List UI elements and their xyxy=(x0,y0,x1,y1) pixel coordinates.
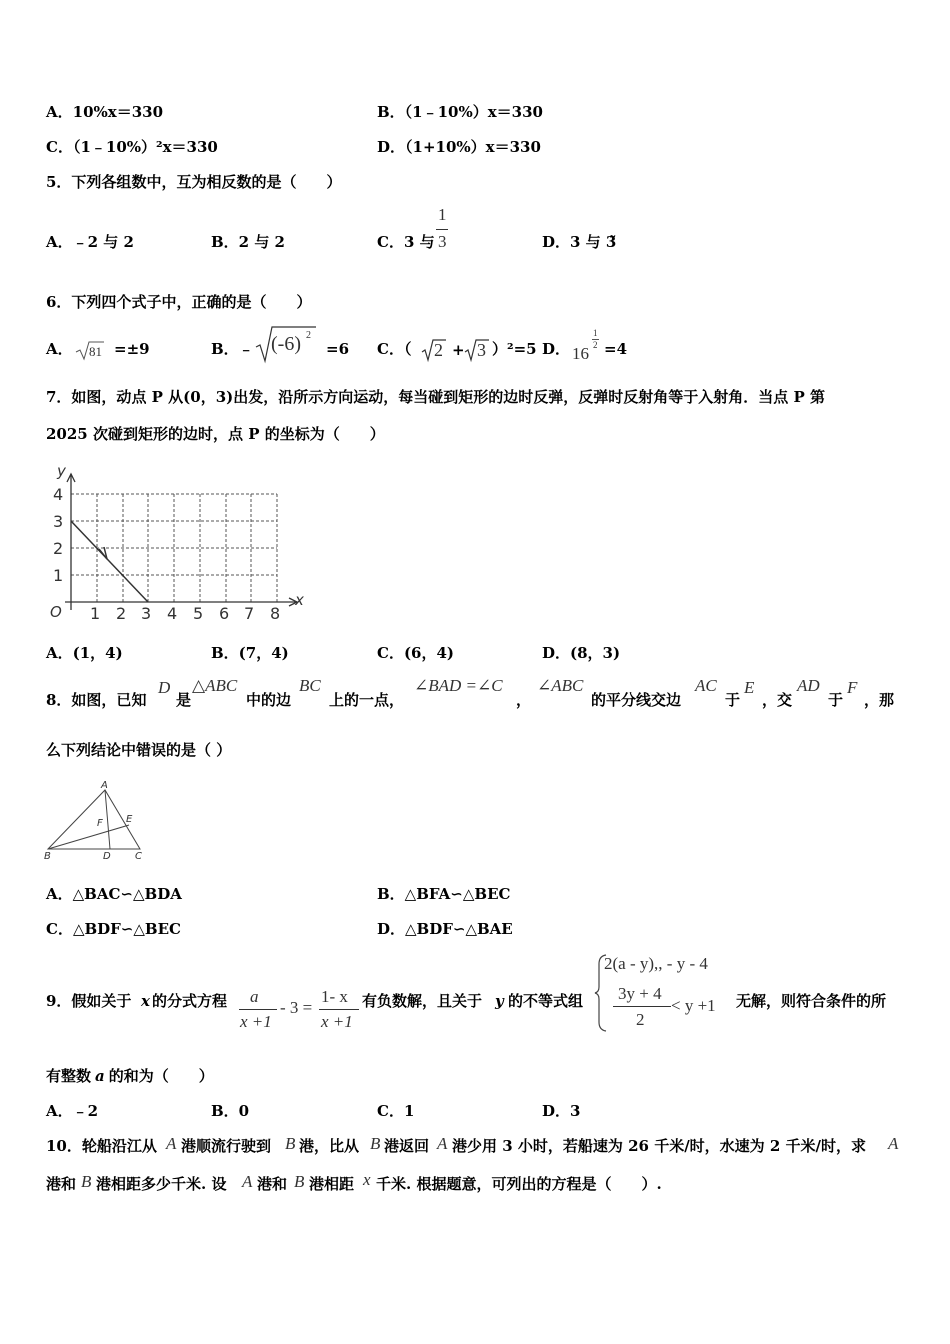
q9-option-a[interactable]: A．﹣2 xyxy=(46,1102,99,1120)
q9-frac1-numerator: a xyxy=(250,987,259,1006)
q9-frac1-bar xyxy=(239,1009,277,1010)
q10-var-b: B xyxy=(81,1172,92,1191)
q10-stem-part: 港相距 xyxy=(309,1175,355,1193)
q9-stem-part: 9．假如关于 xyxy=(46,992,132,1010)
q9-system-line1: 2(a - y),, - y - 4 xyxy=(604,954,708,973)
q6-option-c[interactable]: C．（ xyxy=(377,340,412,358)
q8-angle-abc: ∠ABC xyxy=(537,676,584,695)
q9-var-a: a xyxy=(95,1067,105,1085)
q4-option-c[interactable]: C．（1﹣10%）²x＝330 xyxy=(46,138,218,156)
q8-var-d: D xyxy=(158,678,171,697)
q7-x-tick: 4 xyxy=(167,604,178,623)
q9-frac1-denominator: x +1 xyxy=(240,1012,272,1031)
q6-d-base: 16 xyxy=(572,344,589,363)
q7-grid xyxy=(71,494,277,602)
q7-x-tick: 6 xyxy=(219,604,230,623)
q8-stem-part: 是 xyxy=(176,691,192,709)
q10-var-a: A xyxy=(242,1172,253,1191)
q9-frac2-bar xyxy=(319,1009,359,1010)
q7-x-tick: 8 xyxy=(270,604,281,623)
q9-stem-part: 有负数解，且关于 xyxy=(362,992,483,1010)
q6-stem: 6．下列四个式子中，正确的是（ ） xyxy=(46,293,312,311)
q6-a-radicand: 81 xyxy=(89,344,102,359)
q8-label-c: C xyxy=(135,851,142,862)
q7-path xyxy=(71,521,148,602)
q7-y-tick-labels xyxy=(53,485,63,585)
q9-frac2-denominator: x +1 xyxy=(321,1012,353,1031)
q10-var-a: A xyxy=(888,1134,899,1153)
q5-option-c[interactable]: C．3 与 xyxy=(377,233,435,251)
q7-option-b[interactable]: B．(7，4) xyxy=(211,644,289,662)
q7-stem-line1: 7．如图，动点 P 从(0，3)出发，沿所示方向运动，每当碰到矩形的边时反弹，反弹时反射角等于入射角．当点 P 第 xyxy=(46,388,825,406)
q7-x-tick: 1 xyxy=(90,604,101,623)
q9-system-frac-numerator: 3y + 4 xyxy=(618,984,662,1003)
q8-label-a: A xyxy=(101,780,108,791)
q9-minus-three: - 3 = xyxy=(280,998,313,1017)
q10-stem-part: 港返回 xyxy=(384,1137,430,1155)
q10-var-x: x xyxy=(363,1170,371,1189)
q8-option-b[interactable]: B．△BFA∽△BEC xyxy=(377,885,511,903)
q9-option-c[interactable]: C．1 xyxy=(377,1102,415,1120)
q10-var-b: B xyxy=(370,1134,381,1153)
q5-option-b[interactable]: B．2 与 2 xyxy=(211,233,285,251)
q9-option-d[interactable]: D．3 xyxy=(542,1102,581,1120)
q8-stem-part: 于 xyxy=(725,691,741,709)
q8-label-d: D xyxy=(103,851,111,862)
q8-var-e: E xyxy=(744,678,755,697)
q7-x-label: x xyxy=(295,591,304,609)
q5-stem: 5．下列各组数中，互为相反数的是（ ） xyxy=(46,173,342,191)
q6-a-result: =±9 xyxy=(114,340,150,358)
q5-fraction-numerator: 1 xyxy=(438,205,447,224)
q6-c-radicand-2: 3 xyxy=(477,340,486,360)
q9-stem-part: 的分式方程 xyxy=(152,992,228,1010)
q8-var-ad: AD xyxy=(797,676,820,695)
q7-x-tick: 2 xyxy=(116,604,127,623)
q8-var-f: F xyxy=(847,678,858,697)
q7-x-tick: 7 xyxy=(244,604,255,623)
q8-stem-part: 的平分线交边 xyxy=(591,691,682,709)
q9-var-y: y xyxy=(495,992,504,1010)
q7-stem-line2: 2025 次碰到矩形的边时，点 P 的坐标为（ ） xyxy=(46,425,385,443)
q9-system-frac-denominator: 2 xyxy=(636,1010,645,1029)
q7-x-tick: 3 xyxy=(141,604,152,623)
q6-b-result: =6 xyxy=(326,340,350,358)
q6-d-result: =4 xyxy=(604,340,628,358)
q10-stem-part: 千米. 根据题意，可列出的方程是（ ）. xyxy=(376,1175,662,1193)
q7-y-tick: 3 xyxy=(53,512,64,531)
q10-stem-part: 10．轮船沿江从 xyxy=(46,1137,157,1155)
q8-stem-part: 于 xyxy=(828,691,844,709)
q9-stem-part: 的和为（ ） xyxy=(108,1067,214,1085)
q8-option-c[interactable]: C．△BDF∽△BEC xyxy=(46,920,181,938)
q7-option-c[interactable]: C．(6，4) xyxy=(377,644,455,662)
q10-var-b: B xyxy=(294,1172,305,1191)
q4-option-a[interactable]: A．10%x＝330 xyxy=(46,103,164,121)
q7-coordinate-graph xyxy=(45,460,310,625)
q6-b-radicand: (-6) xyxy=(271,333,301,355)
q9-frac2-numerator: 1- x xyxy=(321,987,348,1006)
q6-c-result: ）²=5 xyxy=(492,340,537,358)
q6-option-b[interactable]: B．﹣ xyxy=(211,340,254,358)
q8-option-a[interactable]: A．△BAC∽△BDA xyxy=(46,885,182,903)
q4-option-b[interactable]: B．（1﹣10%）x＝330 xyxy=(377,103,543,121)
q5-option-a[interactable]: A．﹣2 与 2 xyxy=(46,233,134,251)
q10-stem-part: 港和 xyxy=(257,1175,288,1193)
q7-y-tick: 4 xyxy=(53,485,64,504)
q7-y-tick: 2 xyxy=(53,539,64,558)
q10-var-a: A xyxy=(437,1134,448,1153)
q8-stem-part: ，交 xyxy=(762,691,793,709)
q6-c-radicand-1: 2 xyxy=(434,340,443,360)
q8-triangle-figure xyxy=(44,778,154,864)
q9-stem-line2 xyxy=(46,1066,214,1086)
q5-fraction-denominator: 3 xyxy=(438,232,447,251)
q9-stem-part: 无解，则符合条件的所 xyxy=(736,992,887,1010)
q8-var-ac: AC xyxy=(695,676,717,695)
q10-stem-part: 港相距多少千米. 设 xyxy=(96,1175,227,1193)
q8-label-f: F xyxy=(97,818,103,829)
q9-stem-part: 有整数 xyxy=(46,1067,92,1085)
q6-option-d[interactable]: D． xyxy=(542,340,571,358)
q6-d-exp-den: 2 xyxy=(593,340,598,350)
q8-segment-ad xyxy=(105,790,110,849)
q10-stem-part: 港顺流行驶到 xyxy=(181,1137,272,1155)
q10-stem-part: 港，比从 xyxy=(299,1137,360,1155)
q7-origin-label: O xyxy=(50,603,62,621)
q6-d-exp-num: 1 xyxy=(593,328,598,338)
q7-option-a[interactable]: A．(1，4) xyxy=(46,644,123,662)
q7-option-d[interactable]: D．(8，3) xyxy=(542,644,621,662)
q8-stem-part: 8．如图，已知 xyxy=(46,691,147,709)
q8-angle-condition: ∠BAD =∠C xyxy=(414,676,503,695)
q9-system-line2-tail: < y +1 xyxy=(671,996,716,1015)
q4-option-d[interactable]: D．（1+10%）x＝330 xyxy=(377,138,541,156)
q8-stem-part: 上的一点， xyxy=(329,691,405,709)
q7-x-tick: 5 xyxy=(193,604,204,623)
q5-fraction-bar xyxy=(436,229,448,230)
q10-stem-part: 港少用 3 小时，若船速为 26 千米/时，水速为 2 千米/时，求 xyxy=(452,1137,867,1155)
q10-var-b: B xyxy=(285,1134,296,1153)
q8-stem-line2: 么下列结论中错误的是（ ） xyxy=(46,741,232,759)
q10-stem-part: 港和 xyxy=(46,1175,77,1193)
q9-stem-part: 的不等式组 xyxy=(508,992,584,1010)
q8-option-d[interactable]: D．△BDF∽△BAE xyxy=(377,920,513,938)
q8-stem-part: ，那 xyxy=(864,691,895,709)
q6-option-a[interactable]: A． xyxy=(46,340,73,358)
q10-var-a: A xyxy=(166,1134,177,1153)
q9-option-b[interactable]: B．0 xyxy=(211,1102,250,1120)
q6-c-plus: + xyxy=(452,341,465,359)
q8-label-e: E xyxy=(126,814,133,825)
q9-var-x: x xyxy=(141,992,150,1010)
q8-triangle-abc: △ABC xyxy=(192,676,238,695)
q7-path-arrow xyxy=(99,547,107,559)
q8-stem-part: 中的边 xyxy=(246,691,292,709)
q8-stem-part: ， xyxy=(516,691,532,709)
q8-label-b: B xyxy=(44,851,51,862)
q6-b-exponent: 2 xyxy=(306,330,311,341)
q5-option-d[interactable]: D．3 与 3̃ xyxy=(542,233,617,251)
q9-system-frac-bar xyxy=(613,1006,671,1007)
q8-var-bc: BC xyxy=(299,676,321,695)
q7-y-tick: 1 xyxy=(53,566,64,585)
q7-x-tick-labels xyxy=(90,604,280,623)
q7-y-label: y xyxy=(57,462,66,480)
